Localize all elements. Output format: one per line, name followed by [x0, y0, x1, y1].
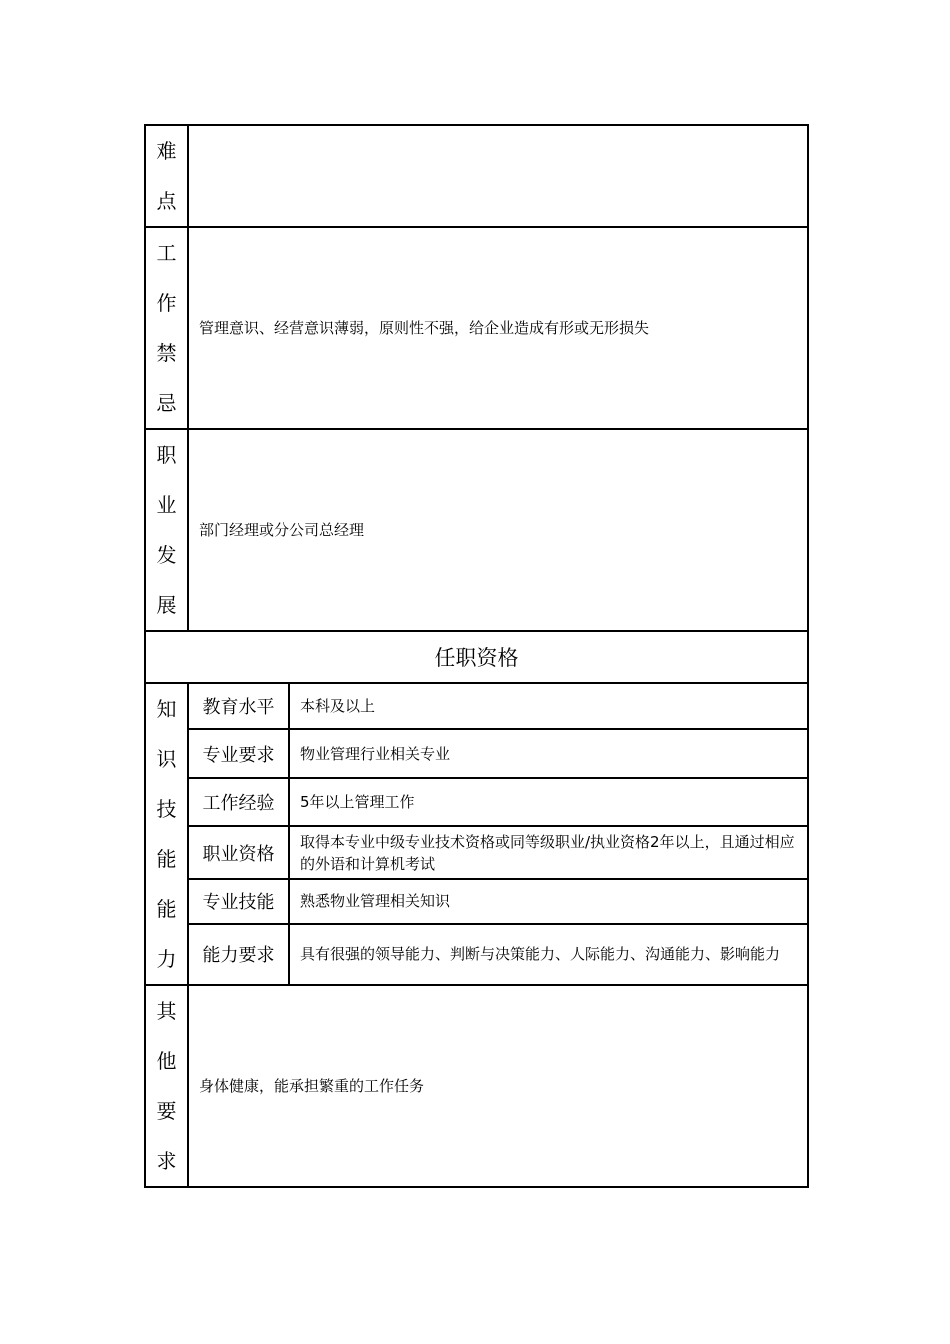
- job-requirements-table: [144, 124, 809, 1188]
- skill-row: [145, 879, 808, 924]
- skill-row: [145, 826, 808, 878]
- skill-row: [145, 778, 808, 826]
- skill-item-value: 具有很强的领导能力、判断与决策能力、人际能力、沟通能力、影响能力: [289, 924, 808, 985]
- section-header-row: [145, 631, 808, 683]
- skill-row: [145, 683, 808, 729]
- other-label: 其 他 要 求: [145, 985, 188, 1187]
- difficulty-row: [145, 125, 808, 227]
- skill-item-value: 物业管理行业相关专业: [289, 729, 808, 778]
- career-content: 部门经理或分公司总经理: [188, 429, 808, 631]
- taboo-label: 工 作 禁 忌: [145, 227, 188, 429]
- skill-row: [145, 924, 808, 985]
- skill-item-label: 能力要求: [188, 924, 289, 985]
- skill-row: [145, 729, 808, 778]
- skill-item-label: 工作经验: [188, 778, 289, 826]
- skill-item-label: 专业技能: [188, 879, 289, 924]
- skill-item-value: 本科及以上: [289, 683, 808, 729]
- other-content: 身体健康，能承担繁重的工作任务: [188, 985, 808, 1187]
- skill-item-value: 熟悉物业管理相关知识: [289, 879, 808, 924]
- career-row: [145, 429, 808, 631]
- skill-item-value: 取得本专业中级专业技术资格或同等级职业/执业资格2年以上，且通过相应的外语和计算机考试: [289, 826, 808, 878]
- skills-label: 知 识 技 能 能 力: [145, 683, 188, 985]
- other-row: [145, 985, 808, 1187]
- skill-item-label: 教育水平: [188, 683, 289, 729]
- difficulty-label: 难 点: [145, 125, 188, 227]
- skill-item-label: 职业资格: [188, 826, 289, 878]
- taboo-row: [145, 227, 808, 429]
- career-label: 职 业 发 展: [145, 429, 188, 631]
- skill-item-label: 专业要求: [188, 729, 289, 778]
- section-title: 任职资格: [145, 631, 808, 683]
- skill-item-value: 5年以上管理工作: [289, 778, 808, 826]
- taboo-content: 管理意识、经营意识薄弱，原则性不强，给企业造成有形或无形损失: [188, 227, 808, 429]
- difficulty-content: [188, 125, 808, 227]
